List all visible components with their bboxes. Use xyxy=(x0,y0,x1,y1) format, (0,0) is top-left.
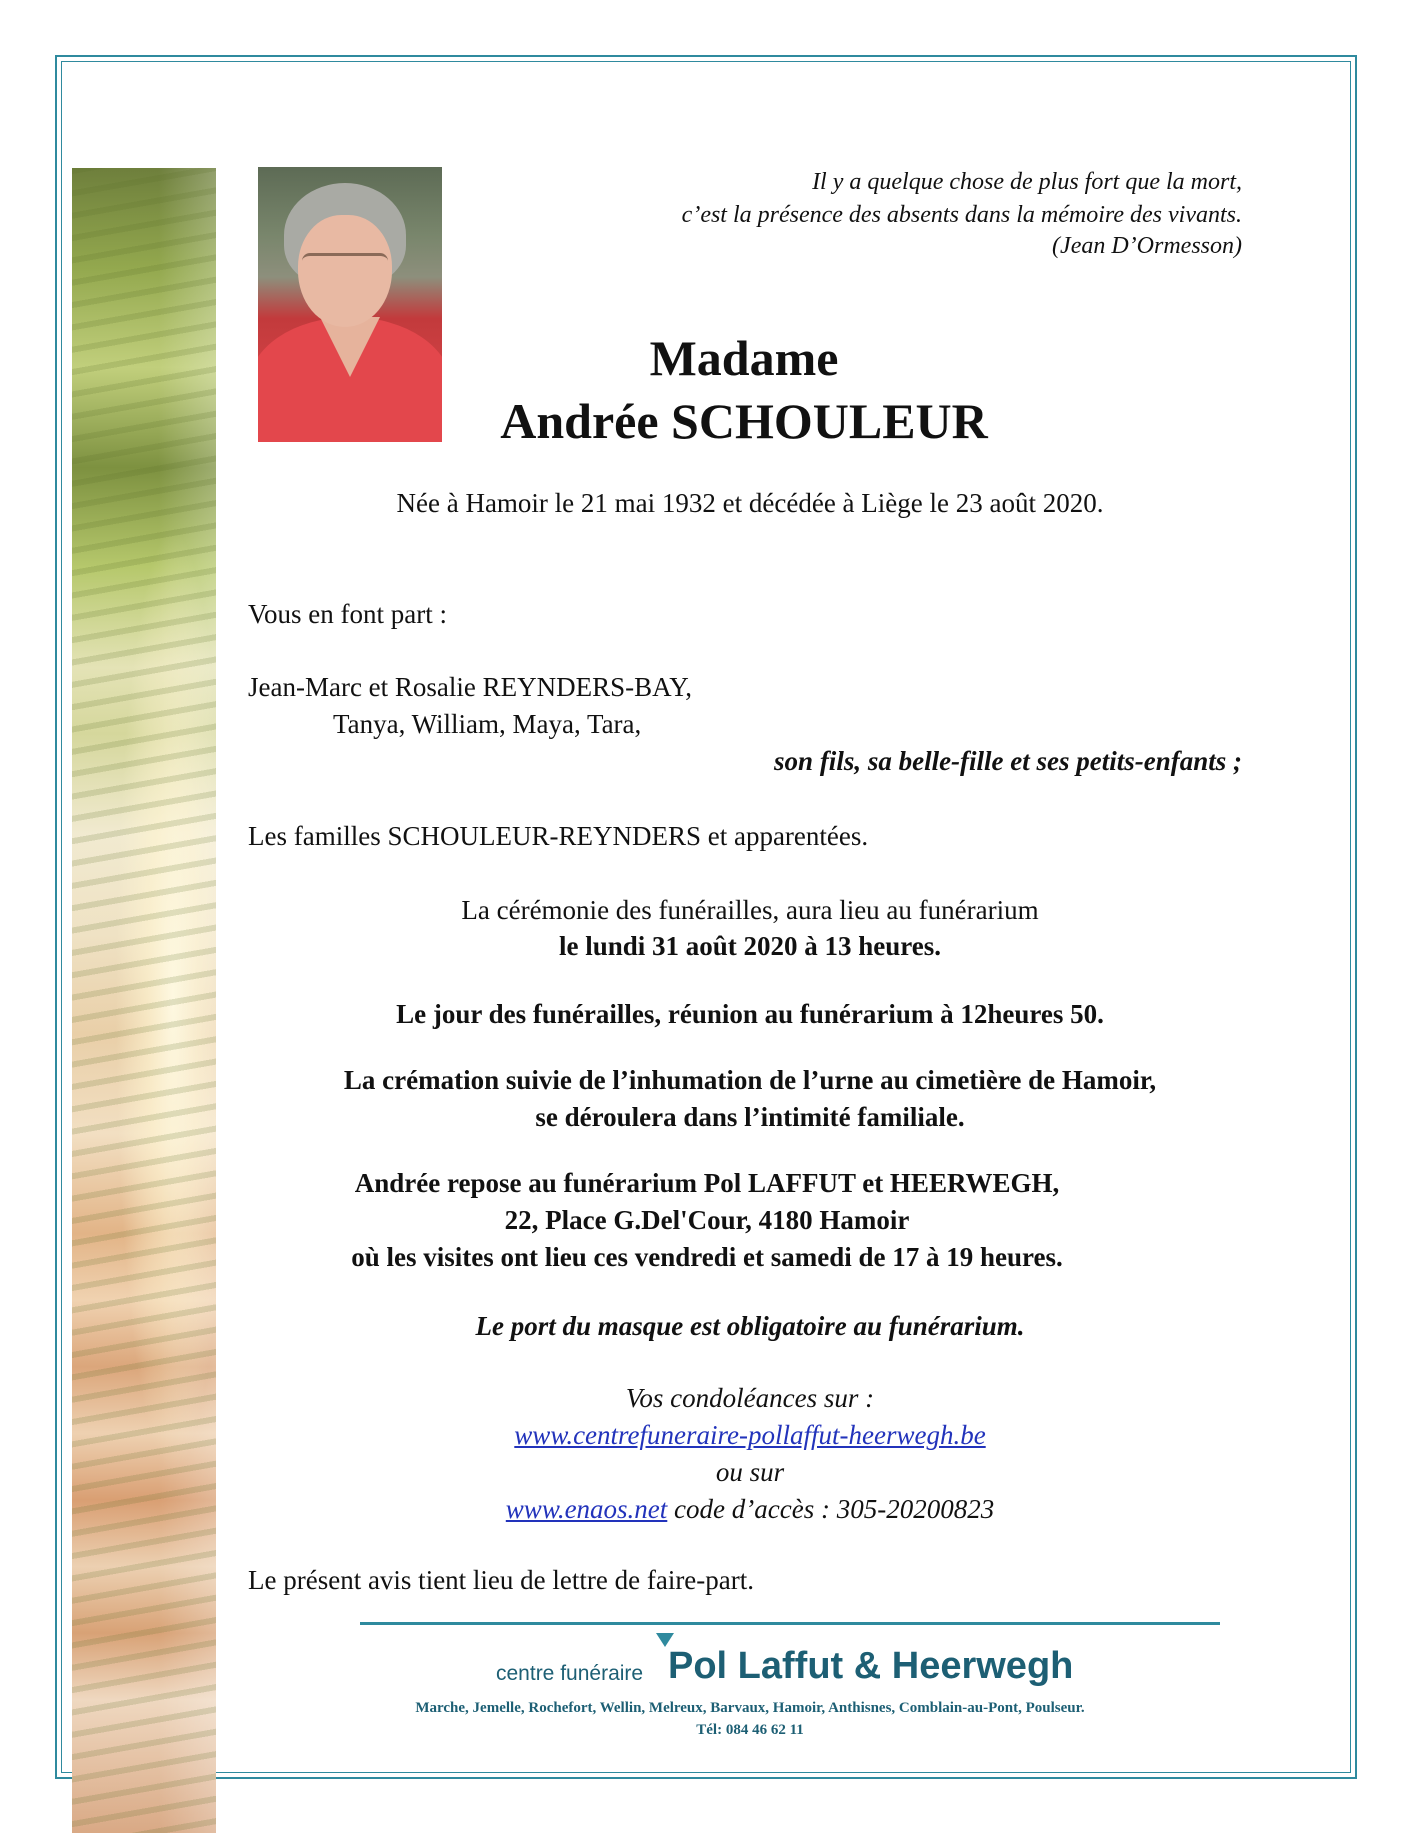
deceased-name: Andrée SCHOULEUR xyxy=(500,393,988,449)
footer-rule xyxy=(360,1622,1220,1625)
family-others: Les familles SCHOULEUR-REYNDERS et apparentées. xyxy=(248,821,869,851)
condolences-intro: Vos condoléances sur : xyxy=(625,1383,875,1413)
rest-address: 22, Place G.Del'Cour, 4180 Hamoir xyxy=(504,1205,910,1235)
condolences-link-2-line xyxy=(0,1492,1416,1527)
rest-line-1: Andrée repose au funérarium Pol LAFFUT et HEERWEGH, xyxy=(354,1168,1060,1198)
family-line-1: Jean-Marc et Rosalie REYNDERS-BAY, xyxy=(248,672,692,702)
family-line-2: Tanya, William, Maya, Tara, xyxy=(333,709,642,739)
rest-visits: où les visites ont lieu ces vendredi et samedi de 17 à 19 heures. xyxy=(351,1242,1063,1272)
condolences-or: ou sur xyxy=(715,1457,785,1487)
ceremony-line-1: La cérémonie des funérailles, aura lieu au funérarium xyxy=(461,895,1039,925)
quote-author: (Jean D’Ormesson) xyxy=(1052,233,1242,259)
announce-text: Vous en font part : xyxy=(248,599,447,629)
condolences-link-2[interactable]: www.enaos.net xyxy=(505,1494,668,1524)
meeting-time: Le jour des funérailles, réunion au funérarium à 12heures 50. xyxy=(396,999,1104,1029)
cremation-line-1: La crémation suivie de l’inhumation de l’urne au cimetière de Hamoir, xyxy=(343,1065,1157,1095)
logo-telephone: Tél: 084 46 62 11 xyxy=(696,1722,804,1738)
ceremony-date: le lundi 31 août 2020 à 13 heures. xyxy=(558,931,942,961)
logo-towns: Marche, Jemelle, Rochefort, Wellin, Melreux, Barvaux, Hamoir, Anthisnes, Comblain-au-Pont, Poulseur. xyxy=(415,1700,1085,1716)
mask-notice: Le port du masque est obligatoire au funérarium. xyxy=(475,1311,1025,1341)
condolences-link-1[interactable]: www.centrefuneraire-pollaffut-heerwegh.be xyxy=(514,1420,986,1450)
quote-line-2: c’est la présence des absents dans la mémoire des vivants. xyxy=(681,202,1242,228)
family-relation: son fils, sa belle-fille et ses petits-enfants ; xyxy=(774,746,1242,776)
access-code: code d’accès : 305-20200823 xyxy=(667,1494,995,1524)
birth-death-dates: Née à Hamoir le 21 mai 1932 et décédée à Liège le 23 août 2020. xyxy=(396,488,1104,518)
cremation-line-2: se déroulera dans l’intimité familiale. xyxy=(535,1102,965,1132)
condolences-link-1-line xyxy=(0,1418,1416,1453)
quote-line-1: Il y a quelque chose de plus fort que la mort, xyxy=(812,169,1242,195)
logo-small-text: centre funéraire xyxy=(496,1662,644,1685)
closing-text: Le présent avis tient lieu de lettre de faire-part. xyxy=(248,1565,755,1595)
logo-name: Pol Laffut & Heerwegh xyxy=(668,1645,1074,1687)
honorific: Madame xyxy=(649,330,839,386)
